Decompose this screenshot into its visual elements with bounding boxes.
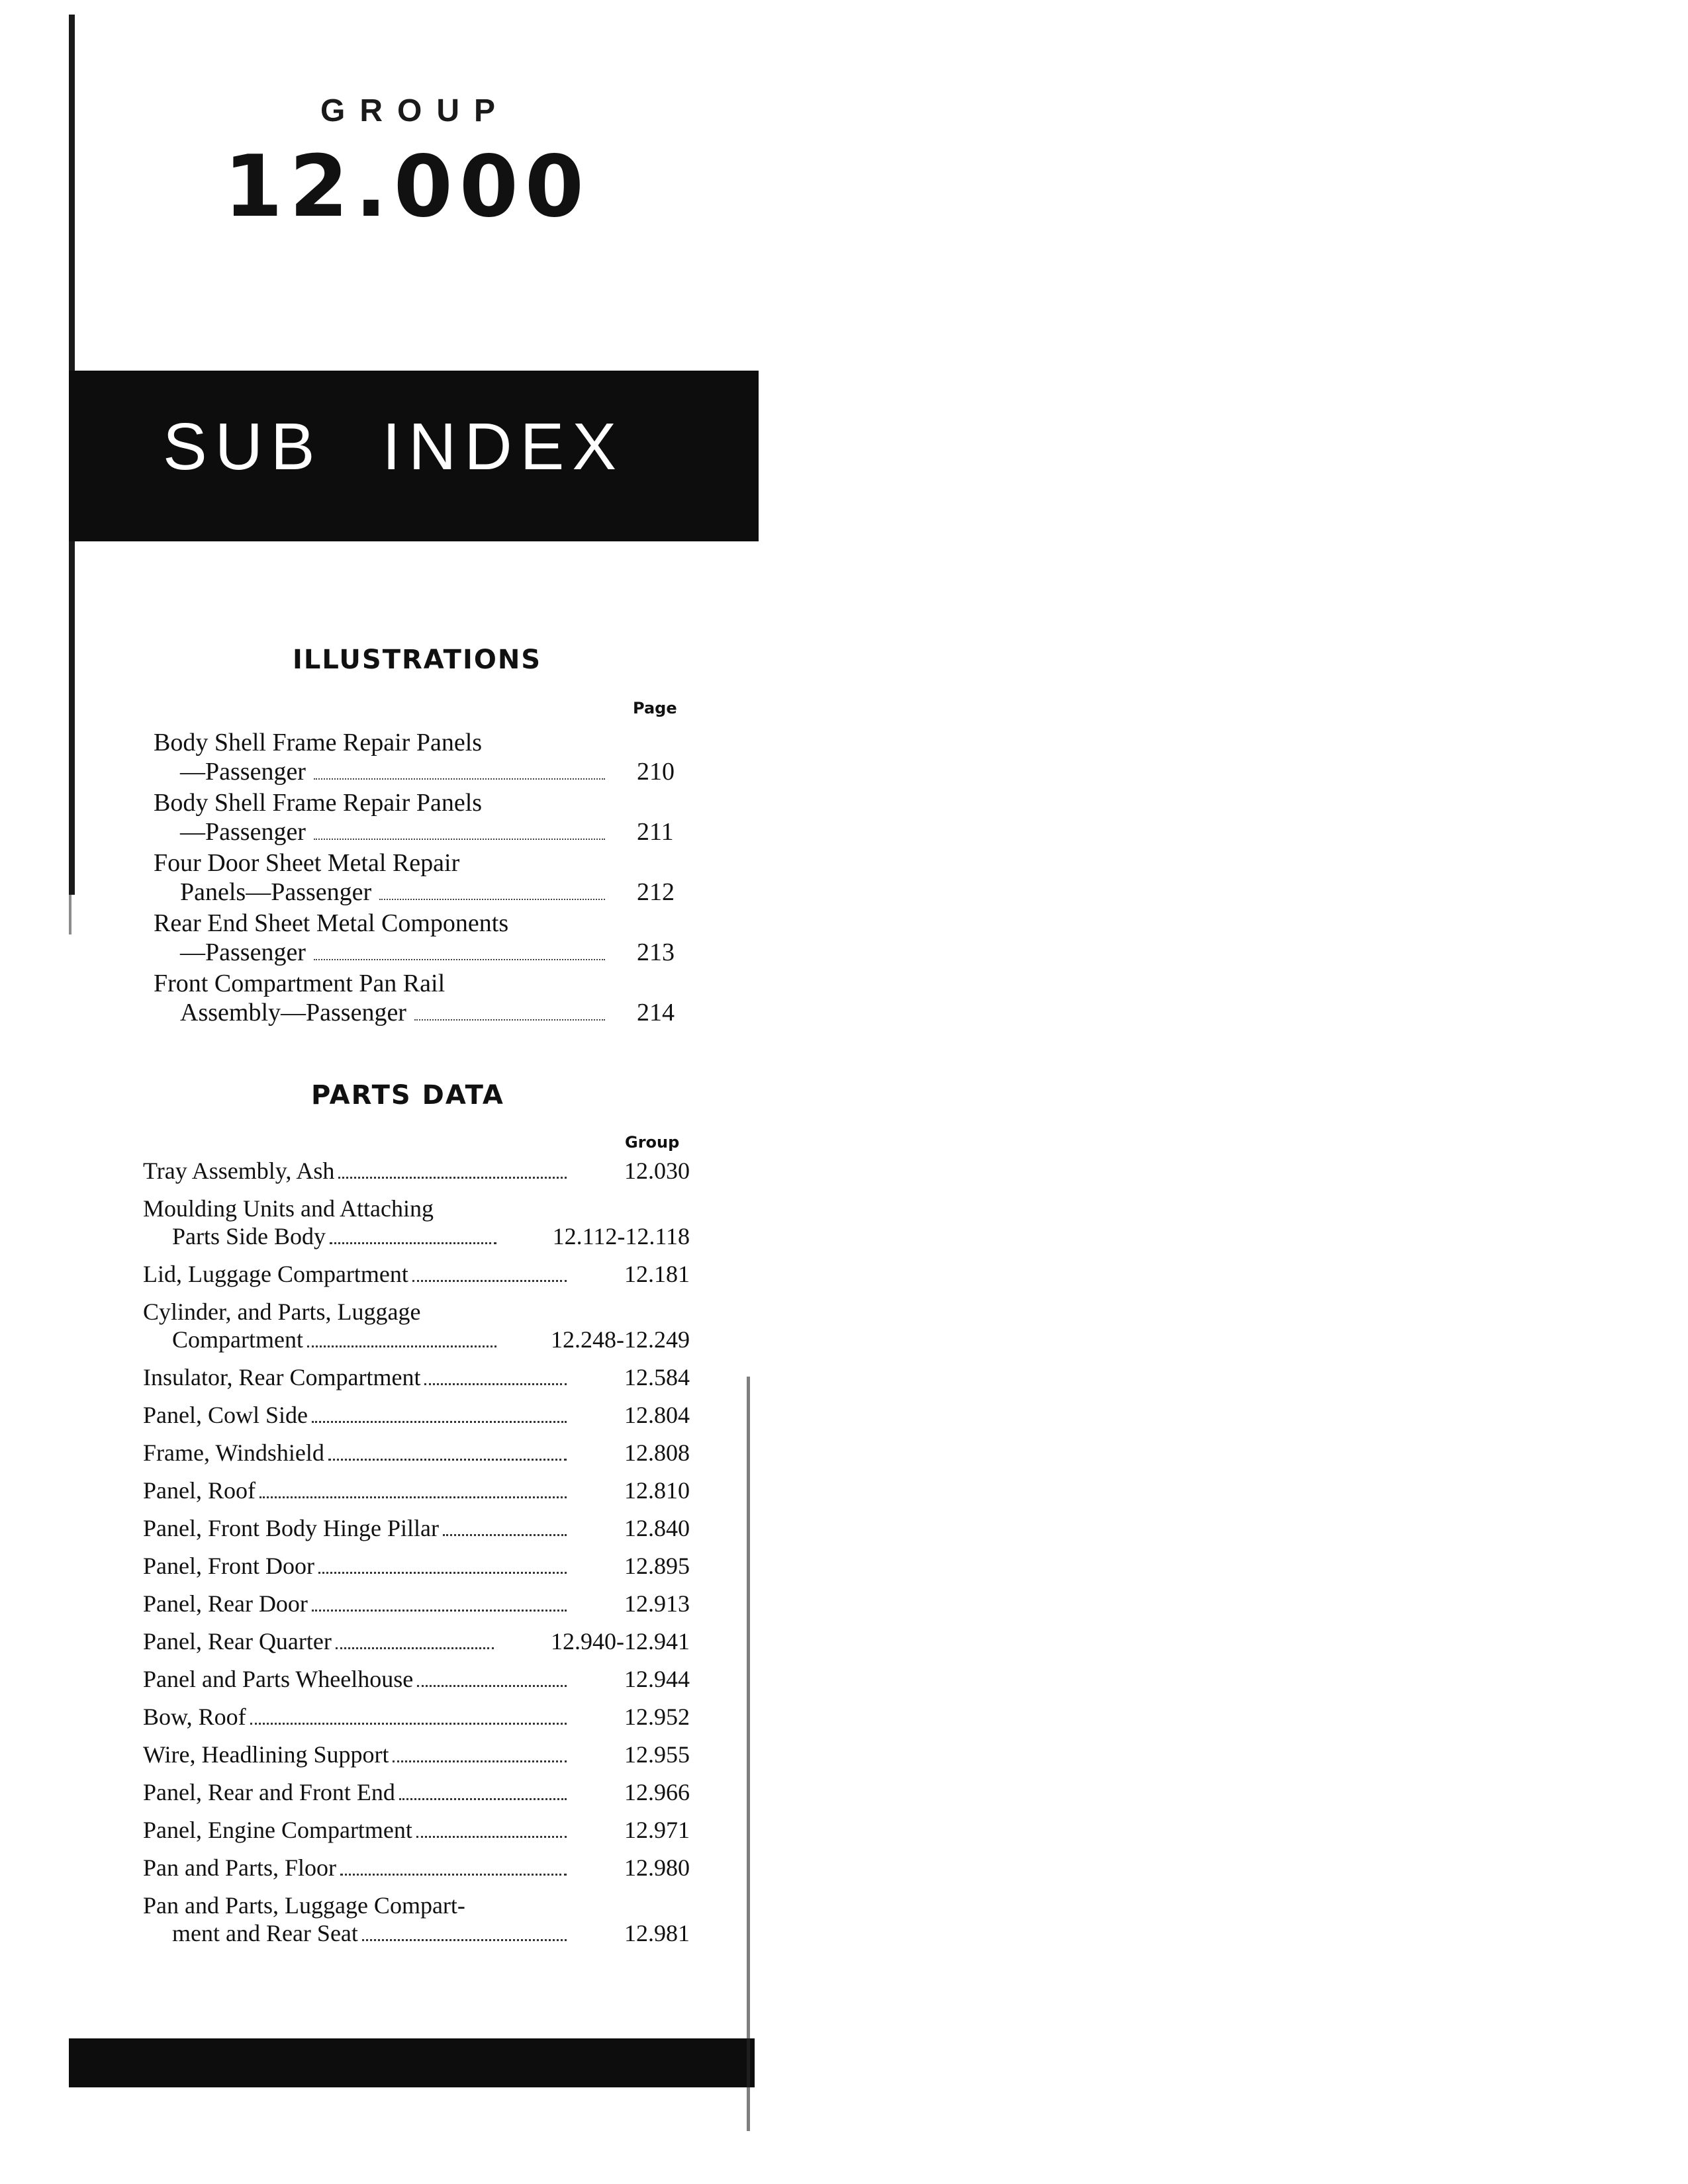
illustration-title: Front Compartment Pan Rail: [154, 970, 445, 997]
dot-leader: [314, 778, 605, 780]
parts-entry-title-line: [143, 1157, 573, 1185]
parts-entry: [143, 1157, 692, 1195]
parts-entry: [143, 1363, 692, 1401]
parts-entry-title-line: [143, 1590, 573, 1617]
dot-leader: [250, 1722, 567, 1725]
illustration-subtitle: —Passenger: [180, 818, 306, 846]
illustration-page-number: 213: [637, 938, 675, 966]
parts-entry-title-line: [143, 1854, 573, 1882]
illustration-subtitle-line: [154, 757, 610, 786]
illustration-subtitle-line: [154, 998, 610, 1027]
parts-entry: [143, 1854, 692, 1891]
group-label: GROUP: [320, 93, 510, 128]
dot-leader: [393, 1760, 567, 1762]
right-edge-rule: [747, 1377, 750, 2131]
parts-entry-title: Panel, Front Door: [143, 1553, 314, 1579]
parts-entry-title-line: [143, 1703, 573, 1731]
parts-entry: [143, 1260, 692, 1298]
parts-entry-title-line: [143, 1477, 573, 1504]
illustration-subtitle: —Passenger: [180, 758, 306, 786]
illustration-subtitle-line: [154, 817, 610, 846]
illustration-subtitle-line: [154, 878, 610, 907]
dot-leader: [362, 1938, 567, 1941]
dot-leader: [424, 1383, 567, 1385]
illustration-entry: [154, 848, 683, 909]
parts-entry: [143, 1477, 692, 1514]
parts-entry-title: Frame, Windshield: [143, 1439, 324, 1466]
dot-leader: [412, 1279, 567, 1282]
parts-data-heading: PARTS DATA: [311, 1080, 504, 1111]
parts-group-number: 12.913: [624, 1590, 690, 1617]
parts-entry: [143, 1891, 692, 1957]
illustration-page-number: 211: [637, 818, 674, 846]
parts-entry-title-line: [143, 1514, 573, 1542]
illustration-subtitle: Panels—Passenger: [180, 878, 372, 906]
parts-group-number: 12.810: [624, 1477, 690, 1504]
parts-group-number: 12.112-12.118: [552, 1223, 690, 1250]
illustration-page-number: 212: [637, 878, 675, 906]
parts-entry-title-line: [143, 1401, 573, 1429]
parts-entry: [143, 1665, 692, 1703]
parts-entry: [143, 1778, 692, 1816]
parts-entry-title-line: [143, 1778, 573, 1806]
parts-group-number: 12.980: [624, 1854, 690, 1881]
parts-entry-title: Panel, Cowl Side: [143, 1402, 308, 1428]
dot-leader: [318, 1571, 567, 1574]
group-column-label: Group: [625, 1133, 680, 1152]
parts-entry: [143, 1816, 692, 1854]
parts-entry-title: Panel, Engine Compartment: [143, 1817, 412, 1843]
parts-entry-title: Panel, Front Body Hinge Pillar: [143, 1515, 439, 1541]
parts-entry: [143, 1298, 692, 1363]
parts-entry-title: Wire, Headlining Support: [143, 1741, 389, 1768]
group-number: 12.000: [224, 138, 590, 236]
dot-leader: [336, 1647, 494, 1649]
parts-entry-title: Panel and Parts Wheelhouse: [143, 1666, 414, 1692]
dot-leader: [399, 1797, 567, 1800]
dot-leader: [330, 1242, 496, 1244]
parts-entry-subtitle-line: [143, 1919, 573, 1947]
parts-entry-subtitle-line: [143, 1326, 503, 1353]
dot-leader: [414, 1019, 605, 1021]
illustration-entry: [154, 909, 683, 969]
parts-entry: [143, 1552, 692, 1590]
parts-group-number: 12.808: [624, 1439, 690, 1466]
parts-group-number: 12.181: [624, 1261, 690, 1287]
parts-entry-title-line: [143, 1627, 500, 1655]
parts-entry-title: Pan and Parts, Floor: [143, 1854, 336, 1881]
parts-entry: [143, 1590, 692, 1627]
dot-leader: [312, 1420, 567, 1423]
parts-entry-title-line: [143, 1665, 573, 1693]
parts-entry-subtitle: ment and Rear Seat: [172, 1920, 358, 1946]
parts-entry-title-line: [143, 1439, 573, 1467]
parts-entry-title-line: [143, 1552, 573, 1580]
illustration-page-number: 210: [637, 758, 675, 786]
parts-group-number: 12.944: [624, 1666, 690, 1692]
parts-group-number: 12.952: [624, 1704, 690, 1730]
banner-title: SUB INDEX: [163, 410, 625, 484]
parts-entry-title-line: [143, 1298, 573, 1326]
illustrations-heading: ILLUSTRATIONS: [293, 645, 542, 675]
parts-entry-subtitle: Parts Side Body: [172, 1223, 326, 1250]
parts-entry: [143, 1741, 692, 1778]
parts-entry-title: Bow, Roof: [143, 1704, 246, 1730]
parts-entry-title: Insulator, Rear Compartment: [143, 1364, 421, 1390]
parts-entry-title-line: [143, 1741, 573, 1768]
parts-group-number: 12.840: [624, 1515, 690, 1541]
dot-leader: [338, 1176, 567, 1179]
parts-group-number: 12.940-12.941: [551, 1628, 690, 1655]
parts-group-number: 12.584: [624, 1364, 690, 1390]
parts-entry-subtitle-line: [143, 1222, 503, 1250]
parts-entry-title: Cylinder, and Parts, Luggage: [143, 1298, 421, 1325]
parts-entry-title: Panel, Roof: [143, 1477, 256, 1504]
page-column-label: Page: [633, 699, 677, 717]
parts-entry: [143, 1439, 692, 1477]
parts-group-number: 12.955: [624, 1741, 690, 1768]
parts-entry-title: Panel, Rear and Front End: [143, 1779, 395, 1805]
dot-leader: [259, 1496, 567, 1498]
parts-entry-title: Moulding Units and Attaching: [143, 1195, 434, 1222]
parts-group-number: 12.895: [624, 1553, 690, 1579]
illustration-title: Body Shell Frame Repair Panels: [154, 789, 483, 817]
sub-index-banner: [69, 371, 759, 541]
parts-entry: [143, 1195, 692, 1260]
bottom-bar: [69, 2038, 755, 2087]
illustration-entry: [154, 969, 683, 1029]
dot-leader: [314, 958, 605, 960]
parts-entry-title: Panel, Rear Quarter: [143, 1628, 332, 1655]
parts-entry-title-line: [143, 1891, 573, 1919]
parts-entry: [143, 1627, 692, 1665]
parts-entry-subtitle: Compartment: [172, 1326, 303, 1353]
illustration-subtitle-line: [154, 938, 610, 967]
parts-entry-title: Lid, Luggage Compartment: [143, 1261, 408, 1287]
parts-data-list: [143, 1157, 692, 1957]
illustration-title: Four Door Sheet Metal Repair: [154, 849, 460, 877]
parts-entry-title-line: [143, 1260, 573, 1288]
dot-leader: [340, 1873, 567, 1876]
dot-leader: [416, 1835, 567, 1838]
dot-leader: [379, 898, 605, 900]
dot-leader: [443, 1533, 567, 1536]
parts-group-number: 12.966: [624, 1779, 690, 1805]
illustration-title: Body Shell Frame Repair Panels: [154, 729, 483, 756]
parts-entry-title: Panel, Rear Door: [143, 1590, 308, 1617]
parts-group-number: 12.804: [624, 1402, 690, 1428]
illustration-entry: [154, 788, 683, 848]
dot-leader: [307, 1345, 496, 1347]
parts-group-number: 12.981: [624, 1920, 690, 1946]
parts-entry: [143, 1514, 692, 1552]
dot-leader: [312, 1609, 567, 1612]
parts-group-number: 12.971: [624, 1817, 690, 1843]
parts-entry: [143, 1703, 692, 1741]
left-margin-rule-lower: [69, 895, 71, 934]
dot-leader: [417, 1684, 567, 1687]
parts-group-number: 12.248-12.249: [551, 1326, 690, 1353]
parts-entry-title: Tray Assembly, Ash: [143, 1158, 335, 1184]
parts-entry-title-line: [143, 1363, 573, 1391]
illustration-page-number: 214: [637, 999, 675, 1026]
illustration-subtitle: —Passenger: [180, 938, 306, 966]
parts-group-number: 12.030: [624, 1158, 690, 1184]
illustration-entry: [154, 728, 683, 788]
illustration-title: Rear End Sheet Metal Components: [154, 909, 509, 937]
illustration-subtitle: Assembly—Passenger: [180, 999, 406, 1026]
parts-entry: [143, 1401, 692, 1439]
dot-leader: [328, 1458, 567, 1461]
parts-entry-title-line: [143, 1816, 573, 1844]
parts-entry-title-line: [143, 1195, 573, 1222]
illustrations-list: [154, 728, 683, 1029]
dot-leader: [314, 838, 605, 840]
parts-entry-title: Pan and Parts, Luggage Compart-: [143, 1892, 465, 1919]
